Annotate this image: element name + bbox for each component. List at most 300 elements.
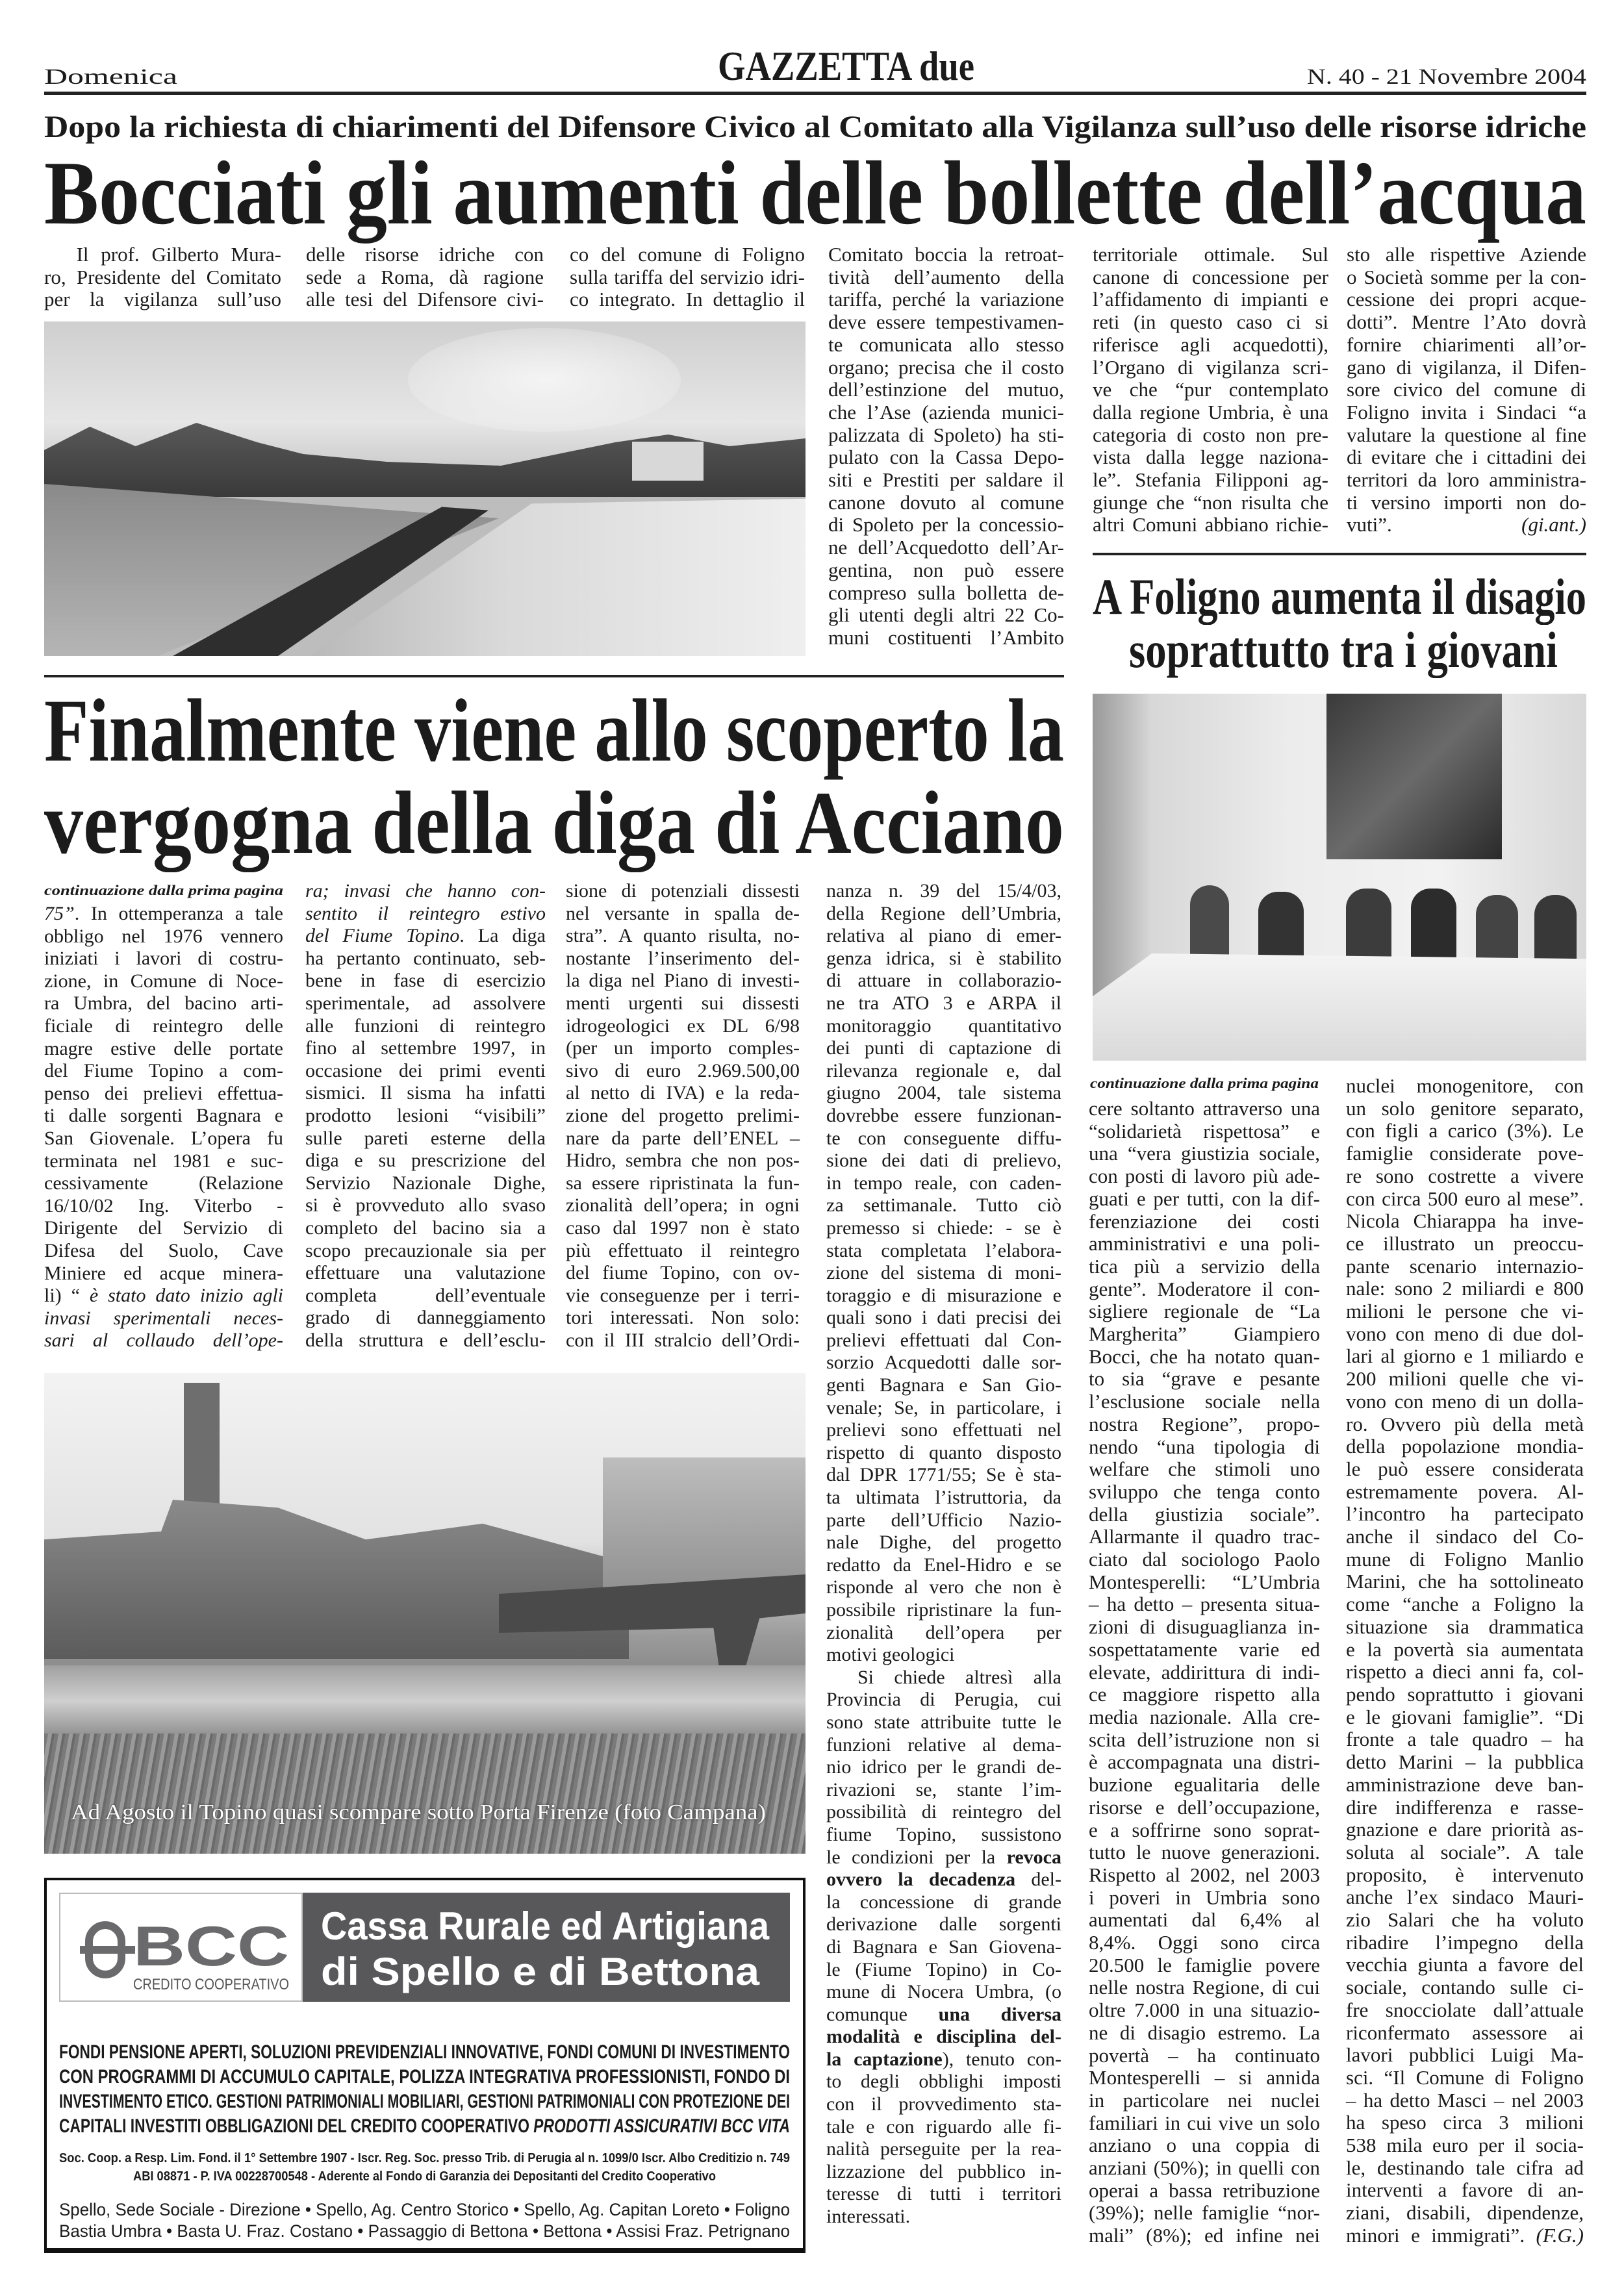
text-segment: re sono costrette a vivere [1346,1164,1584,1187]
text-line [826,1419,1061,1442]
text-segment: della struttura e dell’esclu- [305,1329,546,1351]
text-segment: – ha detto – presenta situa- [1089,1593,1320,1616]
text-line [305,970,546,992]
text-line [826,1711,1061,1734]
text-line [826,1509,1061,1532]
text-line [1346,1774,1584,1797]
kicker-text: Dopo la richiesta di chiarimenti del Difensore Civico al Comitato alla Vigilanza sull’uso delle risorse idriche [44,110,1586,144]
text-segment: muni costituenti l’Ambito [828,625,1064,649]
text-line [826,2161,1061,2184]
photo-caption-text: Ad Agosto il Topino quasi scompare sotto Porta Firenze (foto Campana) [71,1800,766,1824]
text-segment: della popolazione mondia- [1346,1435,1584,1458]
text-line [1346,1819,1584,1841]
text-line [826,2004,1061,2026]
text-segment: toraggio e di misurazione e [826,1284,1061,1306]
text-segment: sione di potenziali dissesti [566,880,800,902]
text-segment: categoria di costo non pre- [1093,423,1328,446]
text-segment: sperimentale, ad assolvere [305,992,546,1014]
text-line [1346,1728,1584,1751]
text-line [566,1105,800,1128]
text-line [1089,1211,1320,1233]
text-segment: fornire chiarimenti all’or- [1347,333,1586,356]
text-line [1346,1278,1584,1300]
text-line [1346,1706,1584,1729]
text-line [1346,1345,1584,1368]
text-segment: (F.G.) [1536,2223,1584,2247]
text-line [1089,1593,1320,1616]
text-line [826,1442,1061,1465]
river [44,1665,806,1737]
text-line [44,1128,283,1150]
text-line [305,903,546,926]
text-line [826,1599,1061,1622]
text-segment: per la vigilanza sull’uso [44,288,281,311]
text-line [305,1015,546,1038]
bank-name-line-1 [321,1904,769,1948]
text-segment: deve essere tempestivamen- [828,310,1064,334]
text-segment: Dirigente del Servizio di [44,1217,283,1239]
cloud [408,328,681,432]
text-segment: e a soffrirne sono soprat- [1089,1818,1320,1841]
text-line [828,604,1064,627]
text-line [826,2183,1061,2206]
text-line [1089,2157,1320,2180]
text-segment: anche il sindaco del Co- [1346,1525,1584,1548]
text-line [44,1307,283,1330]
legal-text: ABI 08871 - P. IVA 00228700548 - Aderente al Fondo di Garanzia dei Depositanti del Credito Cooperativo [133,2169,716,2184]
text-segment: valutare la questione al fine [1347,423,1586,446]
text-segment: Difesa del Suolo, Cave [44,1239,283,1261]
text-line [1093,469,1328,492]
text-segment: tariffa, perché la variazione [828,288,1064,311]
text-line [1347,266,1586,289]
text-segment: sto alle rispettive Aziende [1347,243,1586,266]
text-line [828,357,1064,379]
text-line [826,1374,1061,1397]
text-line [1089,1548,1320,1571]
text-segment: un solo genitore separato, [1346,1096,1584,1120]
text-segment: sono state attribuite tutte le [826,1711,1061,1733]
text-segment: revoca [1006,1846,1061,1868]
text-segment: ra; invasi che hanno con- [305,880,546,902]
text-line [1346,2134,1584,2157]
text-segment: comunque [826,2003,939,2025]
text-segment: una diversa [938,2003,1061,2025]
acciano-column-3 [566,880,800,1352]
text-segment: con figli a carico (3%). Le [1346,1119,1584,1142]
text-segment: milioni le persone che vi- [1346,1300,1584,1323]
text-line [306,266,544,289]
text-segment: di Spoleto per la concessio- [828,513,1064,536]
text-segment: gente”. Moderatore il con- [1089,1277,1320,1300]
text-segment: della giustizia sociale”. [1089,1502,1320,1526]
text-segment: Margherita” Giampiero [1089,1322,1320,1346]
text-segment: le, destinando tale cifra ad [1346,2156,1584,2179]
text-line [1089,1413,1320,1436]
text-line [1089,2022,1320,2045]
text-line [1346,1639,1584,1661]
text-segment: e le giovani famiglie”. “Di [1346,1705,1584,1728]
top-article-kicker [44,112,1586,143]
text-segment: Il prof. Gilberto Mura- [76,243,281,266]
text-segment: del fiume Topino, con ov- [566,1262,800,1284]
text-segment: prelievi sono effettuati nel [826,1419,1061,1441]
text-line [1346,1120,1584,1142]
table [1093,953,1586,1061]
text-line [44,244,281,266]
bcc-logo-panel [59,1893,303,2002]
masthead-text: GAZZETTA due [718,43,974,89]
branches-text: Spello, Sede Sociale - Direzione • Spello, Ag. Centro Storico • Spello, Ag. Capitan Loreto • Foligno [59,2200,790,2219]
products-text: CON PROGRAMMI DI ACCUMULO CAPITALE, POLIZZA INTEGRATIVA PROFESSIONISTI, FONDO DI [59,2066,790,2088]
text-line [1346,1751,1584,1774]
text-line [1089,1278,1320,1301]
text-line [1346,1503,1584,1526]
text-segment: effettuare una valutazione [305,1262,546,1284]
text-segment: te comunicata allo stesso [828,333,1064,356]
text-line [1346,1593,1584,1616]
text-line [306,244,544,266]
text-segment: (per un importo comples- [566,1037,800,1059]
text-segment: derivazione dalle sorgenti [826,1913,1061,1936]
text-segment: nio idrico per le grandi de- [826,1756,1061,1778]
text-line [1346,1571,1584,1593]
text-segment: risorse e dell’occupazione, [1089,1795,1320,1819]
text-line [1346,1661,1584,1684]
text-line [1093,424,1328,447]
text-segment: sore civico del comune di [1347,378,1586,401]
text-segment: relativa al piano di emer- [826,925,1061,947]
text-segment: sulla tariffa del servizio idri- [570,265,805,288]
text-line [828,424,1064,447]
text-segment: fre snocciolate dall’attuale [1346,1998,1584,2021]
text-line [1346,2089,1584,2112]
text-line [1347,311,1586,334]
text-segment: te con conseguente diffu- [826,1127,1061,1149]
text-segment: l’affidamento di impianti e [1093,288,1328,311]
text-segment: lari al giorno e 1 miliardo e [1346,1344,1584,1368]
text-line [828,288,1064,311]
text-line [826,1936,1061,1959]
text-line [826,1779,1061,1802]
text-segment: rispetto di quanto disposto [826,1441,1061,1463]
text-segment: vono con meno di due dol- [1346,1322,1584,1345]
text-segment: aumentati dal 6,4% al [1089,1908,1320,1932]
text-line [826,1037,1061,1060]
text-line [828,627,1064,650]
text-line [1093,288,1328,311]
text-line [826,1644,1061,1667]
bcc-logo-symbol-bar-icon [80,1946,135,1954]
text-segment: 20.500 le famiglie povere [1089,1953,1320,1976]
continuation-label-text: continuazione dalla prima pagina [1090,1075,1319,1091]
text-segment: Si chiede altresì alla [857,1666,1061,1688]
text-line [1346,1526,1584,1548]
text-segment: dal DPR 1771/55; Se è sta- [826,1464,1061,1486]
text-line [44,1038,283,1061]
issue-info [1307,66,1586,88]
text-segment: (gi.ant.) [1521,513,1586,536]
text-segment: co del comune di Foligno [570,243,805,266]
branches-line-1 [59,2201,790,2219]
text-line [305,1307,546,1330]
text-segment: ro, Presidente del Comitato [44,265,281,288]
text-line [570,288,805,311]
text-segment: vie conseguenze per i terri- [566,1284,800,1306]
text-line [826,948,1061,970]
text-segment: redatto da Enel-Hidro e se [826,1554,1061,1576]
text-line [306,288,544,311]
text-line [1347,424,1586,447]
text-segment: rilevanza regionale e, dal [826,1059,1061,1081]
text-segment: scita dell’istruzione non si [1089,1728,1320,1751]
text-segment: organo; precisa che il costo [828,355,1064,379]
masthead [718,45,974,87]
text-line [44,1330,283,1352]
text-line [305,1105,546,1128]
text-segment: tale e con riguardo alle fi- [826,2115,1061,2138]
text-line [1346,1300,1584,1323]
text-segment: sospettatamente varie ed [1089,1637,1320,1661]
text-line [1347,334,1586,357]
text-line [1347,288,1586,311]
text-segment: ta ultimata l’istruttoria, da [826,1487,1061,1509]
text-segment: (39%); nelle famiglie “nor- [1089,2201,1320,2225]
text-line [826,1464,1061,1487]
text-line [566,1015,800,1038]
text-segment: genti Bagnara e San Gio- [826,1374,1061,1396]
text-segment: stata completata l’elabora- [826,1239,1061,1261]
text-segment: mune di Nocera Umbra, (o [826,1981,1061,2003]
text-segment: “solidarietà rispettosa” e [1089,1119,1320,1142]
bank-name-line-2 [321,1952,759,1991]
text-line [1347,401,1586,424]
text-line [1089,2180,1320,2202]
text-line [566,1262,800,1285]
bcc-logo-text [133,1915,289,1978]
text-segment: terminata nel 1981 e suc- [44,1150,283,1172]
text-segment: pante scenario internazio- [1346,1254,1584,1278]
text-segment: interventi a favore di an- [1346,2178,1584,2202]
text-segment: famiglie considerate pove- [1346,1142,1584,1165]
text-line [826,1801,1061,1824]
text-segment: anziani (50%); in quelli con [1089,2156,1320,2180]
products-line-4 [59,2117,790,2136]
products-line-3 [59,2092,790,2112]
text-line [826,1667,1061,1689]
text-line [826,1554,1061,1577]
top-article-column-2 [306,244,544,311]
text-segment: nanza n. 39 del 15/4/03, [826,880,1061,902]
text-segment: ti versino importi non do- [1347,490,1586,514]
text-line [44,1083,283,1105]
text-line [1089,2089,1320,2112]
house [632,442,704,481]
text-segment: le condizioni per la [826,1846,1007,1868]
text-segment: l’Organo di vigilanza scri- [1093,355,1328,379]
text-segment: zione, in Comune di Noce- [44,970,283,992]
text-line [826,1891,1061,1914]
text-line [1089,1391,1320,1413]
text-line [1089,1165,1320,1188]
branches-text: Bastia Umbra • Basta U. Fraz. Costano • Passaggio di Bettona • Bettona • Assisi Fraz. Petrignano [59,2221,790,2241]
text-segment: mune di Foligno Manlio [1346,1547,1584,1571]
text-line [1089,1841,1320,1864]
text-segment: sigliere regionale de “La [1089,1300,1320,1323]
text-line [1089,1481,1320,1504]
text-segment: dire indifferenza e rasse- [1346,1795,1584,1819]
text-line [826,992,1061,1015]
text-segment: dell’estinzione del mutuo, [828,378,1064,401]
text-line [1347,469,1586,492]
text-segment: Comitato boccia la retroat- [828,243,1064,266]
text-line [305,1240,546,1263]
text-line [828,559,1064,582]
text-segment: occasione dei primi eventi [305,1059,546,1081]
text-segment: ziani, disabili, dipendenze, [1346,2201,1584,2225]
text-line [826,880,1061,903]
text-segment: tutto le nuove generazioni. [1089,1841,1320,1864]
products-highlight: PRODOTTI ASSICURATIVI BCC VITA [533,2115,790,2137]
text-line [44,1172,283,1195]
text-line [1346,2225,1584,2247]
text-line [566,948,800,970]
text-segment: nale Dighe, del progetto [826,1532,1061,1554]
text-segment: parte dell’Ufficio Nazio- [826,1509,1061,1531]
top-right-rule [1093,553,1586,555]
text-line [826,1240,1061,1263]
text-line [826,1285,1061,1307]
text-line [826,1150,1061,1172]
text-segment: co integrato. In dettaglio il [570,288,805,311]
text-line [826,2206,1061,2228]
meeting-photo [1093,694,1586,1061]
foligno-column-1 [1089,1098,1320,2247]
text-segment: con il III stralcio dell’Ordi- [566,1329,800,1351]
text-segment: funzioni relative al dema- [826,1734,1061,1756]
text-line [1346,1233,1584,1255]
text-line [1089,1797,1320,1819]
text-line [305,1082,546,1105]
text-line [566,1037,800,1060]
text-line [1089,1976,1320,1999]
text-line [1089,1300,1320,1323]
text-line [1346,1909,1584,1932]
text-segment: ne dell’Acquedotto dell’Ar- [828,536,1064,559]
products-text: INVESTIMENTO ETICO. GESTIONI PATRIMONIALI MOBILIARI, GESTIONI PATRIMONIALI CON PROTEZIONE DEI [59,2091,790,2112]
text-line [1346,1391,1584,1413]
text-segment: fino al settembre 1997, in [305,1037,546,1059]
text-segment: obbligo nel 1976 vennero [44,925,283,947]
text-segment: nelle nostra Regione, di cui [1089,1976,1320,1999]
text-segment: ferenziazione dei costi [1089,1209,1320,1233]
text-segment: prodotto lesioni “visibili” [305,1104,546,1126]
text-line [826,1869,1061,1891]
text-segment: soluta al sociale”. A tale [1346,1840,1584,1863]
text-segment: povertà – ha continuato [1089,2043,1320,2067]
text-line [1347,244,1586,266]
legal-line-1 [59,2152,790,2165]
text-line [570,266,805,289]
text-segment: ne di disagio estremo. La [1089,2021,1320,2044]
old-buildings [44,1500,629,1659]
text-line [1346,1098,1584,1120]
text-line [566,1172,800,1195]
text-segment: cessivamente (Relazione [44,1172,283,1194]
text-line [1346,1684,1584,1706]
text-line [826,1082,1061,1105]
text-segment: Miniere ed acque minera- [44,1262,283,1284]
foligno-headline-text-1: A Foligno aumenta il disagio [1093,568,1586,625]
text-line [44,926,283,948]
text-segment: anziano o una coppia di [1089,2134,1320,2157]
top-article-column-4 [828,244,1064,650]
header-day-text: Domenica [44,65,177,89]
foligno-column-2 [1346,1075,1584,2247]
text-segment: caso dal 1997 non è stato [566,1217,800,1239]
text-line [305,1060,546,1083]
text-segment: riconfermato assessore ai [1346,2021,1584,2044]
text-line [1089,1616,1320,1639]
text-line [44,288,281,311]
text-segment: le può essere considerata [1346,1457,1584,1480]
foligno-continuation-label [1090,1076,1319,1091]
text-line [44,903,283,926]
text-line [1093,446,1328,469]
text-segment: più effettuato il reintegro [566,1239,800,1261]
text-segment: quali sono i dati precisi dei [826,1307,1061,1329]
text-segment: idrogeologici ex DL 6/98 [566,1015,800,1037]
text-segment: welfare che stimoli uno [1089,1457,1320,1481]
text-segment: cere soltanto attraverso una [1089,1097,1320,1120]
text-line [305,1128,546,1150]
text-line [1346,1886,1584,1909]
text-line [305,925,546,948]
text-segment: con circa 500 euro al mese”. [1346,1187,1584,1210]
text-segment: detto Marini – la pubblica [1346,1750,1584,1774]
text-line [826,1487,1061,1509]
text-segment: sociale, contando sulle ci- [1346,1976,1584,1999]
text-segment: possibile ripristinare la fun- [826,1599,1061,1621]
text-segment: ve che “pur contemplato [1093,378,1328,401]
text-line [1089,2112,1320,2135]
text-segment: motivi geologici [826,1644,955,1666]
text-line [1346,1976,1584,1999]
porta-firenze-photo [44,1373,806,1854]
text-line [1089,1954,1320,1977]
text-line [1089,1571,1320,1594]
text-segment: dei punti di captazione di [826,1037,1061,1059]
branches-line-2 [59,2223,790,2240]
text-segment: venale; Se, in particolare, i [826,1396,1061,1419]
bcc-advertisement[interactable] [44,1878,806,2253]
text-segment: ha speso circa 3 milioni [1346,2111,1584,2134]
top-article-column-5 [1093,244,1328,536]
top-article-column-6 [1347,244,1586,536]
text-segment: oltre 7.000 in una situazio- [1089,1999,1320,2022]
text-line [828,401,1064,424]
text-line [826,1576,1061,1599]
text-line [1089,1255,1320,1278]
text-line [828,469,1064,492]
text-line [566,1285,800,1307]
text-segment: . La diga [459,925,546,947]
text-line [44,948,283,970]
text-segment: canone dovuto al comune [828,490,1064,514]
text-line [826,2116,1061,2139]
text-line [1089,1661,1320,1684]
text-segment: la diga nel Piano di investi- [566,970,800,992]
